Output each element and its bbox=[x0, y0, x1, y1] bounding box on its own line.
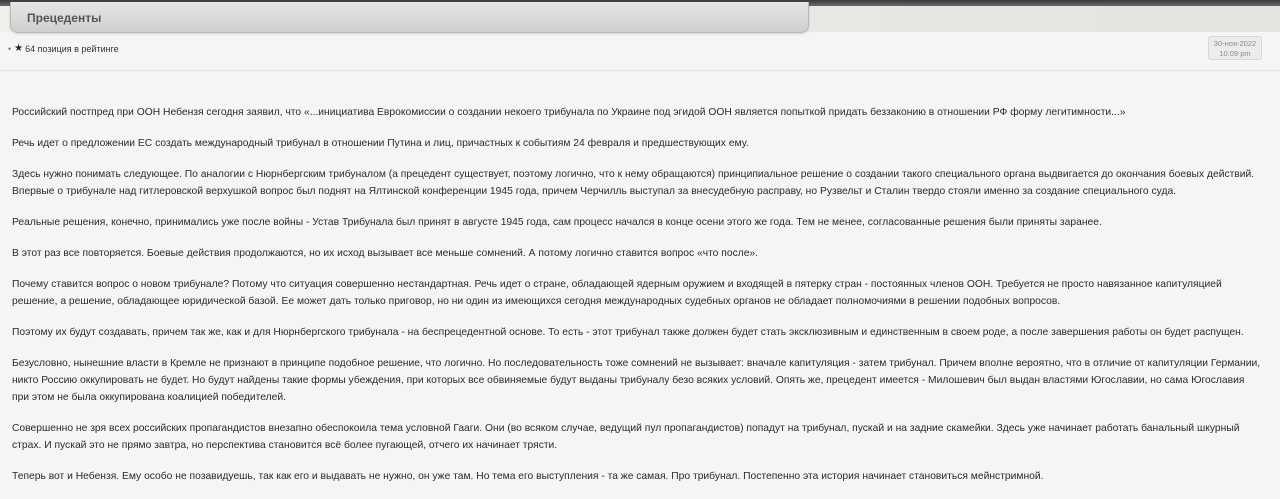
post-title-tab bbox=[10, 2, 809, 33]
star-icon: ★ bbox=[14, 43, 24, 54]
article-paragraph: Российский постпред при ООН Небензя сегодня заявил, что «...инициатива Еврокомиссии о создании некоего трибунала по Украине под эгидой ООН является попыткой придать беззаконию в отношении РФ форму легитимности...» bbox=[12, 107, 1126, 118]
article-paragraph: В этот раз все повторяется. Боевые действия продолжаются, но их исход вызывает все меньше сомнений. А потому логично ставится вопрос «что после». bbox=[12, 248, 759, 259]
article-paragraph: Реальные решения, конечно, принимались уже после войны - Устав Трибунала был принят в августе 1945 года, сам процесс начался в конце осени этого же года. Тем не менее, согласованные решения были приняты заранее. bbox=[12, 217, 1102, 228]
article-paragraph: Теперь вот и Небензя. Ему особо не позавидуешь, так как его и выдавать не нужно, он уже там. Но тема его выступления - та же самая. Про трибунал. Постепенно эта история начинает становиться мейнстримной. bbox=[12, 471, 1044, 482]
divider bbox=[0, 70, 1280, 71]
article-body bbox=[12, 104, 1262, 499]
article-paragraph: Поэтому их будут создавать, причем так же, как и для Нюрнбергского трибунала - на беспрецедентной основе. То есть - этот трибунал также должен будет стать эксклюзивным и единственным в своем роде, а после завершения работы он будет распущен. bbox=[12, 327, 1244, 338]
article-paragraph: Речь идет о предложении ЕС создать международный трибунал в отношении Путина и лиц, причастных к событиям 24 февраля и предшествующих ему. bbox=[12, 138, 749, 149]
post-date-day: 30-ноя-2022 bbox=[1213, 39, 1257, 48]
article-paragraph: Здесь нужно понимать следующее. По аналогии с Нюрнбергским трибуналом (а прецедент существует, поэтому логично, что к нему обращаются) принципиальное решение о создании такого специального органа выдвигается до окончания боевых действий. Впервые о трибунале над гитлеровской верхушкой вопрос был поднят на Ялтинской конференции 1945 года, причем Черчилль выступал за внесудебную расправу, но Рузвельт и Сталин твердо стояли именно за создание специального суда. bbox=[12, 169, 1255, 197]
bullet-icon: • bbox=[8, 43, 12, 54]
article-paragraph: Почему ставится вопрос о новом трибунале? Потому что ситуация совершенно нестандартная. Речь идет о стране, обладающей ядерным оружием и входящей в пятерку стран - постоянных членов ООН. Требуется не просто навязанное капитуляцией решение, а решение, обладающее юридической базой. Ее может дать только приговор, но ни один из имеющихся сегодня международных судебных органов не обладает полномочиями в решении подобных вопросов. bbox=[12, 279, 1222, 307]
post-date bbox=[1208, 36, 1262, 60]
post-title: Прецеденты bbox=[27, 11, 102, 25]
article-paragraph: Безусловно, нынешние власти в Кремле не признают в принципе подобное решение, что логично. Но последовательность тоже сомнений не вызывает: вначале капитуляция - затем трибунал. Причем вполне вероятно, что в отличие от капитуляции Германии, никто Россию оккупировать не будет. Но будут найдены такие формы убеждения, при которых все обвиняемые будут выданы трибуналу безо всяких условий. Опять же, прецедент имеется - Милошевич был выдан властями Югославии, но сама Югославия при этом не была оккупирована коалицией победителей. bbox=[12, 358, 1261, 403]
rating-text: 64 позиция в рейтинге bbox=[25, 43, 119, 54]
rating-info bbox=[8, 43, 119, 54]
article-paragraph: Совершенно не зря всех российских пропагандистов внезапно обеспокоила тема условной Гааги. Они (во всяком случае, ведущий пул пропагандистов) попадут на трибунал, пускай и на задние скамейки. Здесь уже начинает работать банальный шкурный страх. И пускай это не прямо завтра, но перспектива становится всё более пугающей, отчего их начинает трясти. bbox=[12, 423, 1240, 451]
post-date-time: 10:09 pm bbox=[1219, 49, 1251, 58]
